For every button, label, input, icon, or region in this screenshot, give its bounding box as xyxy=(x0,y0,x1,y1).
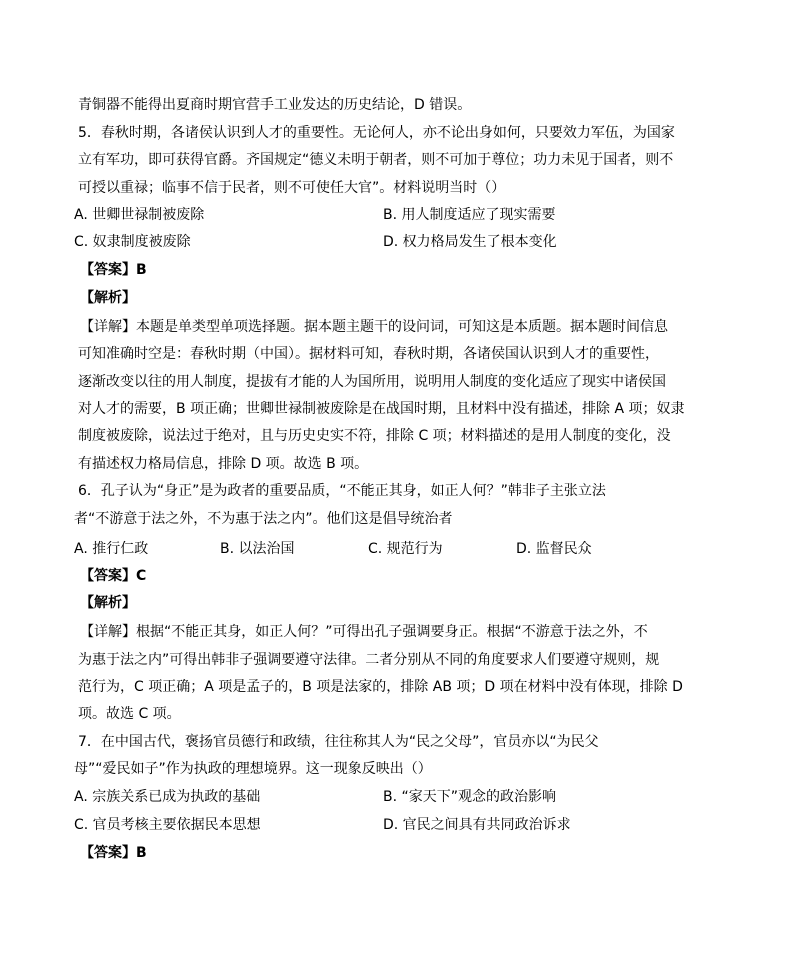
analysis-label: 【解析】 xyxy=(80,595,136,611)
question-7-option-a: A. 宗族关系已成为执政的基础 xyxy=(74,789,261,805)
question-6-option-b: B. 以法治国 xyxy=(220,541,295,557)
question-6-stem: 6．孔子认为“身正”是为政者的重要品质，“不能正其身，如正人何？”韩非子主张立法 xyxy=(78,483,606,499)
explanation-line: 【详解】本题是单类型单项选择题。据本题主题干的设问词，可知这是本质题。据本题时间信息 xyxy=(80,319,668,335)
answer-label: 【答案】C xyxy=(80,568,147,584)
question-7-option-b: B. “家天下”观念的政治影响 xyxy=(383,789,557,805)
question-6-option-c: C. 规范行为 xyxy=(368,541,443,557)
explanation-line: 为惠于法之内”可得出韩非子强调要遵守法律。二者分别从不同的角度要求人们要遵守规则，规 xyxy=(78,652,660,668)
explanation-line: 【详解】根据“不能正其身，如正人何？”可得出孔子强调要身正。根据“不游意于法之外，不 xyxy=(80,624,648,640)
explanation-line: 范行为，C 项正确；A 项是孟子的，B 项是法家的，排除 AB 项；D 项在材料中没有体现，排除 D xyxy=(78,679,683,695)
question-5-option-d: D. 权力格局发生了根本变化 xyxy=(383,234,557,250)
answer-label: 【答案】B xyxy=(80,262,147,278)
explanation-line: 制度被废除，说法过于绝对，且与历史史实不符，排除 C 项；材料描述的是用人制度的变化，没 xyxy=(78,428,671,444)
question-5-option-b: B. 用人制度适应了现实需要 xyxy=(383,207,556,223)
question-6-stem: 者“不游意于法之外，不为惠于法之内”。他们这是倡导统治者 xyxy=(74,511,453,527)
question-5-stem: 5．春秋时期，各诸侯认识到人才的重要性。无论何人，亦不论出身如何，只要效力军伍，为国家 xyxy=(78,125,675,141)
question-6-option-d: D. 监督民众 xyxy=(516,541,592,557)
question-7-stem: 7．在中国古代，褒扬官员德行和政绩，往往称其人为“民之父母”，官员亦以“为民父 xyxy=(78,734,599,750)
question-5-option-a: A. 世卿世禄制被废除 xyxy=(74,207,205,223)
explanation-line: 可知准确时空是：春秋时期（中国）。据材料可知，春秋时期，各诸侯国认识到人才的重要性， xyxy=(78,346,659,362)
answer-label: 【答案】B xyxy=(80,845,147,861)
explanation-line: 逐渐改变以往的用人制度，提拔有才能的人为国所用，说明用人制度的变化适应了现实中诸侯国 xyxy=(78,374,666,390)
question-5-stem: 可授以重禄；临事不信于民者，则不可使任大官”。材料说明当时（） xyxy=(78,180,506,196)
explanation-line: 有描述权力格局信息，排除 D 项。故选 B 项。 xyxy=(78,456,369,472)
question-7-option-d: D. 官民之间具有共同政治诉求 xyxy=(383,817,571,833)
text-line: 青铜器不能得出夏商时期官营手工业发达的历史结论，D 错误。 xyxy=(78,97,472,113)
analysis-label: 【解析】 xyxy=(80,290,136,306)
question-7-stem: 母”“爱民如子”作为执政的理想境界。这一现象反映出（） xyxy=(74,761,432,777)
question-5-option-c: C. 奴隶制度被废除 xyxy=(74,234,191,250)
explanation-line: 项。故选 C 项。 xyxy=(78,706,181,722)
question-6-option-a: A. 推行仁政 xyxy=(74,541,149,557)
explanation-line: 对人才的需要，B 项正确；世卿世禄制被废除是在战国时期，且材料中没有描述，排除 A 项；奴隶 xyxy=(78,401,685,417)
question-7-option-c: C. 官员考核主要依据民本思想 xyxy=(74,817,261,833)
question-5-stem: 立有军功，即可获得官爵。齐国规定“德义未明于朝者，则不可加于尊位；功力未见于国者，则不 xyxy=(78,152,674,168)
